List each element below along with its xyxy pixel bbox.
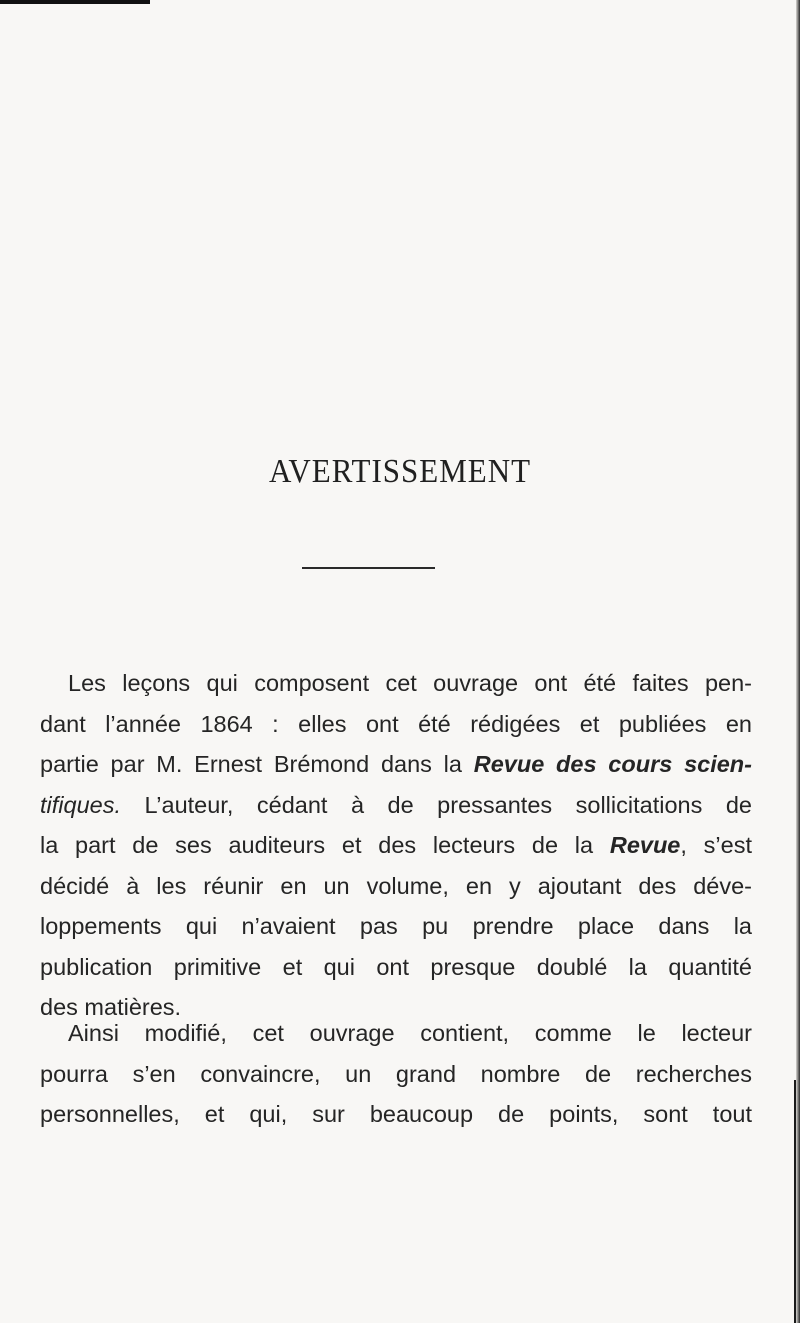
p2-line-2: pourra s’en convaincre, un grand nombre de recherches — [40, 1060, 752, 1087]
p1-line-2: dant l’année 1864 : elles ont été rédigées et publiées en — [40, 710, 752, 737]
scan-edge-top — [0, 0, 150, 4]
title-rule — [302, 567, 435, 569]
p1-line-5-end: , s’est — [680, 832, 752, 858]
p1-line-3 — [40, 744, 752, 785]
page-title: AVERTISSEMENT — [268, 452, 532, 490]
p1-line-7: loppements qui n’avaient pas pu prendre place dans la — [40, 913, 752, 939]
p1-line-5 — [40, 825, 752, 866]
revue-title-italic: Revue des cours scien- — [473, 751, 752, 777]
p2-line-3: personnelles, et qui, sur beaucoup de points, sont tout — [40, 1101, 752, 1127]
revue-italic: Revue — [609, 832, 681, 858]
p1-line-1: Les leçons qui composent cet ouvrage ont été faites pen- — [68, 670, 752, 696]
p1-line-5-text: la part de ses auditeurs et des lecteurs de la — [40, 832, 610, 858]
p1-line-4 — [40, 785, 752, 826]
scan-edge-right-lower — [794, 1080, 796, 1323]
p1-line-3-text: partie par M. Ernest Brémond dans la — [40, 751, 474, 777]
revue-title-italic-cont: tifiques. — [40, 791, 121, 818]
scan-edge-right — [796, 0, 800, 1323]
p1-line-8: publication primitive et qui ont presque doublé la quantité — [40, 953, 752, 980]
p2-line-1: Ainsi modifié, cet ouvrage contient, comme le lecteur — [68, 1020, 752, 1046]
paragraph-2 — [40, 1013, 752, 1135]
p1-line-6: décidé à les réunir en un volume, en y ajoutant des déve- — [40, 872, 752, 899]
paragraph-1 — [40, 663, 752, 1028]
p1-line-9: des matières. — [40, 994, 182, 1020]
p1-line-4-text: L’auteur, cédant à de pressantes sollicitations de — [121, 791, 752, 818]
